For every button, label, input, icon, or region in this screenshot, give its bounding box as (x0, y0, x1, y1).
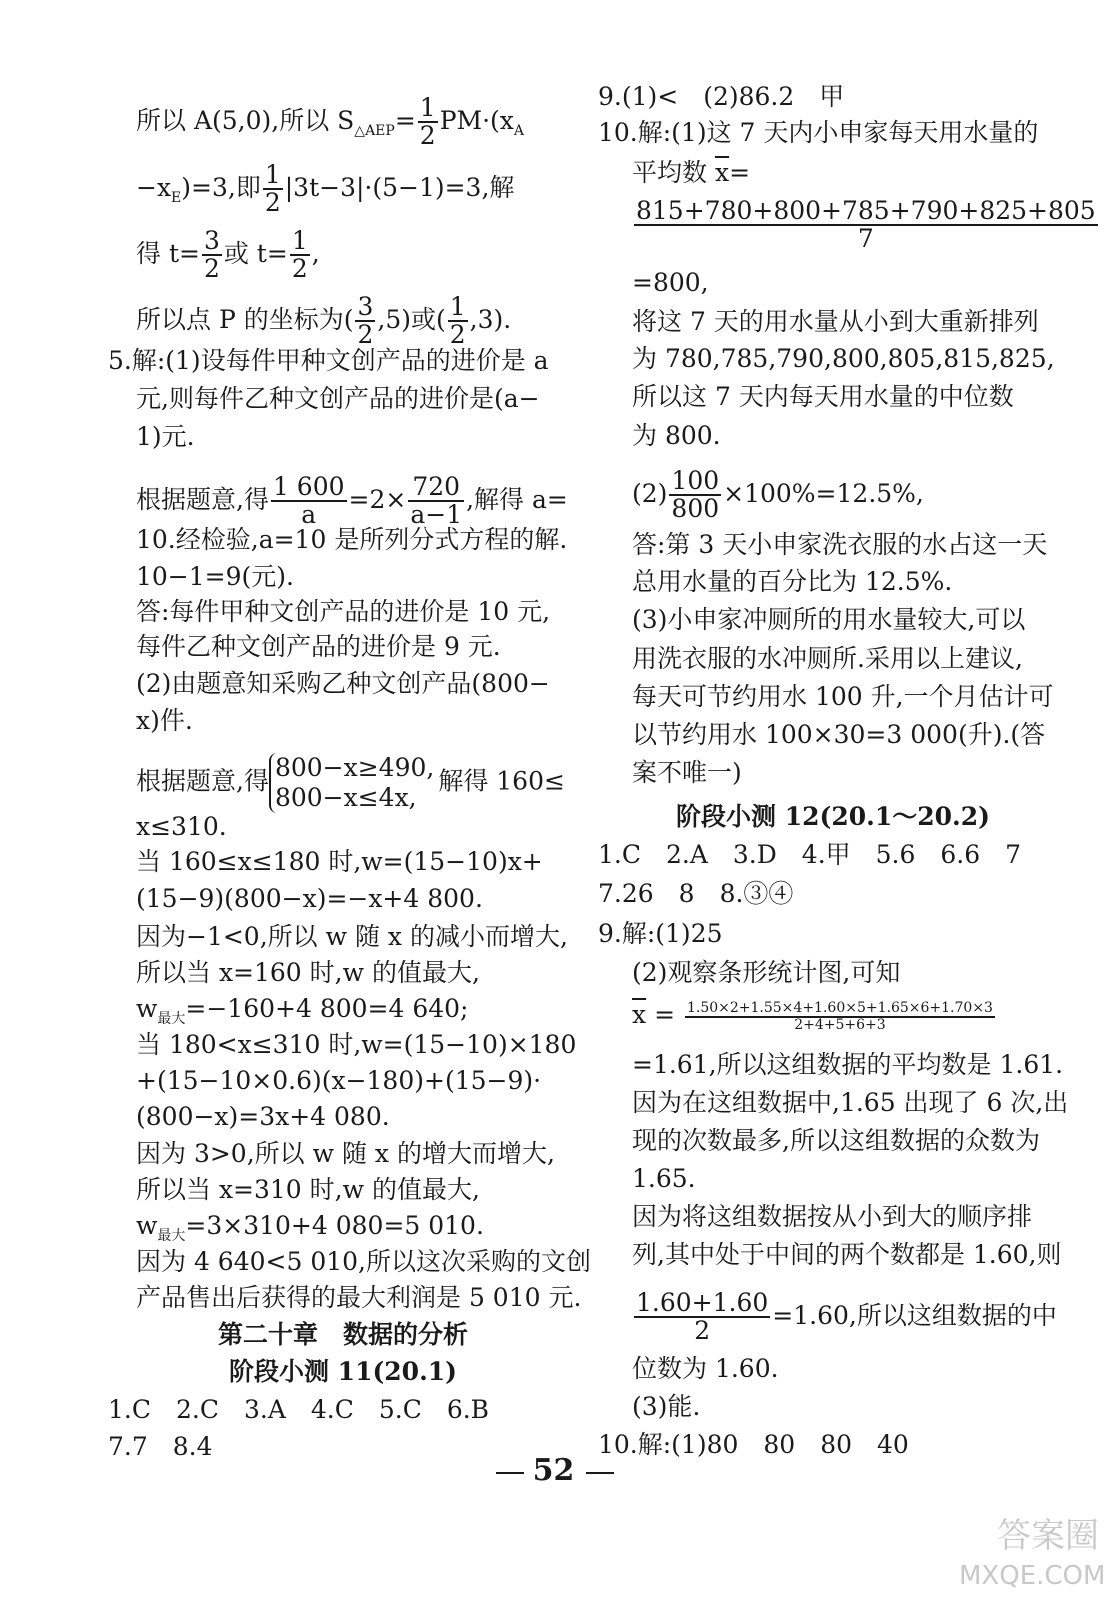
text-line: 位数为 1.60. (632, 1354, 779, 1383)
fraction: $\frac{1}{2}$ (291, 226, 308, 284)
text-line: 所以点 P 的坐标为( $\frac{3}{2}$ ,5)或( $\frac{1}{2}$ ,3). (136, 292, 512, 350)
page-number: 52 (532, 1453, 575, 1488)
fraction: $\frac{720}{a-1}$ (410, 472, 463, 530)
text-line: $\overline{x}$ = $\frac{1.50\times 2+1.55\times 4+1.60\times 5+1.65\times 6+1.70\times 3}{2+4+5+6+3}$ (632, 999, 993, 1033)
question-5: 5.解:(1)设每件甲种文创产品的进价是 a (108, 346, 549, 375)
text-line: (2)由题意知采购乙种文创产品(800− (136, 669, 550, 698)
text-line: 元,则每件乙种文创产品的进价是(a− (136, 384, 540, 413)
text-line: 平均数 $\overline{x}=$ (632, 158, 751, 187)
text-line: x≤310. (136, 812, 227, 841)
text-line: 列,其中处于中间的两个数都是 1.60,则 (632, 1240, 1062, 1269)
text-line: (3)能. (632, 1392, 701, 1421)
watermark-line1: 答案圈 (997, 1516, 1099, 1556)
text-line: 根据题意,得 800−x≥490, 800−x≤4x, 解得 160≤ (136, 753, 565, 812)
text-line: 所以 A(5,0),所以 $S_{\triangle AEP}=$ $\frac{1}{2}$ $PM\cdot(x_A$ (136, 93, 525, 151)
text-line: 现的次数最多,所以这组数据的众数为 (632, 1126, 1040, 1155)
text-line (632, 198, 1100, 253)
text-line: $w_{最大}=3\times 310+4$ 080=5 010. (136, 1211, 484, 1244)
watermark (959, 1516, 1107, 1600)
question-10: 10.解:(1)80 80 80 40 (598, 1430, 909, 1459)
text-line: 10−1=9(元). (136, 562, 294, 591)
fraction: $\frac{1.50\times 2+1.55\times 4+1.60\times 5+1.65\times 6+1.70\times 3}{2+4+5+6+3}$ (686, 999, 993, 1033)
text-line: 当 180<x≤310 时,w=(15−10)×180 (136, 1030, 577, 1059)
text-line: 案不唯一) (632, 758, 742, 787)
text-line: =800, (632, 268, 709, 297)
text-line: 因为 4 640<5 010,所以这次采购的文创 (136, 1247, 591, 1276)
text-line: 因为 3>0,所以 w 随 x 的增大而增大, (136, 1139, 555, 1168)
text-line: (800−x)=3x+4 080. (136, 1102, 390, 1131)
text-line: 1.65. (632, 1164, 696, 1193)
answer-line: 7.26 8 8.③④ (598, 879, 794, 908)
text-line: x)件. (136, 706, 193, 735)
section-title: 阶段小测 11(20.1) (228, 1357, 458, 1386)
text-line: (2)观察条形统计图,可知 (632, 958, 901, 987)
text-line: 每件乙种文创产品的进价是 9 元. (136, 632, 501, 661)
text-line: 所以当 x=160 时,w 的值最大, (136, 958, 480, 987)
text-line: 用洗衣服的水冲厕所.采用以上建议, (632, 644, 1023, 673)
section-title: 阶段小测 12(20.1～20.2) (676, 802, 990, 831)
fraction: $\frac{1}{2}$ (449, 292, 466, 350)
text-line: 因为−1<0,所以 w 随 x 的减小而增大, (136, 922, 568, 951)
text-line: (15−9)(800−x)=−x+4 800. (136, 884, 483, 913)
text-line: 产品售出后获得的最大利润是 5 010 元. (136, 1283, 582, 1312)
watermark-line2: MXQE.COM (959, 1561, 1106, 1591)
text-line: 答:第 3 天小申家洗衣服的水占这一天 (632, 530, 1048, 559)
fraction: $\frac{815+780+800+785+790+825+805}{7}$ (636, 196, 1096, 254)
text-line: $-x_E)=3$,即 $\frac{1}{2}$ |3t−3|·(5−1)=3,解 (136, 160, 515, 218)
text-line: (2) $\frac{100}{800}$ ×100%=12.5%, (632, 466, 924, 524)
fraction: $\frac{1}{2}$ (419, 93, 436, 151)
answer-line: 1.C 2.A 3.D 4.甲 5.6 6.6 7 (598, 840, 1022, 869)
text-line: $w_{最大}=-160+4$ 800=4 640; (136, 994, 469, 1027)
question-9: 9.解:(1)25 (598, 919, 723, 948)
text-line: +(15−10×0.6)(x−180)+(15−9)· (136, 1066, 542, 1095)
text-line: 因为将这组数据按从小到大的顺序排 (632, 1202, 1033, 1231)
fraction: $\frac{100}{800}$ (671, 466, 720, 524)
fraction: $\frac{3}{2}$ (357, 292, 374, 350)
text-line: 将这 7 天的用水量从小到大重新排列 (632, 307, 1039, 336)
text-line: 每天可节约用水 100 升,一个月估计可 (632, 682, 1054, 711)
answer-line: 1.C 2.C 3.A 4.C 5.C 6.B (108, 1395, 490, 1424)
text-line: $\frac{1.60+1.60}{2}$ =1.60,所以这组数据的中 (636, 1288, 1057, 1346)
text-line: 1)元. (136, 422, 195, 451)
fraction: $\frac{1 600}{a}$ (272, 472, 345, 530)
text-line: 答:每件甲种文创产品的进价是 10 元, (136, 597, 551, 626)
text-line: 因为在这组数据中,1.65 出现了 6 次,出 (632, 1088, 1069, 1117)
text-line: 得 t= $\frac{3}{2}$ 或 t= $\frac{1}{2}$ , (136, 226, 320, 284)
page-number-dash-right (586, 1472, 614, 1474)
chapter-title: 第二十章 数据的分析 (217, 1320, 468, 1349)
fraction: $\frac{1}{2}$ (264, 160, 281, 218)
fraction: $\frac{3}{2}$ (203, 226, 220, 284)
inequality-system: 800−x≥490, 800−x≤4x, (269, 753, 438, 813)
text-line: 当 160≤x≤180 时,w=(15−10)x+ (136, 847, 543, 876)
text-line: 总用水量的百分比为 12.5%. (632, 567, 953, 596)
text-line: (3)小申家冲厕所的用水量较大,可以 (632, 605, 1026, 634)
answer-line: 7.7 8.4 (108, 1432, 213, 1461)
text-line: 所以当 x=310 时,w 的值最大, (136, 1175, 480, 1204)
text-line: 为 780,785,790,800,805,815,825, (632, 344, 1055, 373)
text-line: 为 800. (632, 421, 721, 450)
question-10: 10.解:(1)这 7 天内小申家每天用水量的 (598, 118, 1039, 147)
text-line: =1.61,所以这组数据的平均数是 1.61. (632, 1050, 1064, 1079)
fraction: $\frac{1.60+1.60}{2}$ (636, 1288, 769, 1346)
text-line: 所以这 7 天内每天用水量的中位数 (632, 382, 1014, 411)
text-line: 以节约用水 100×30=3 000(升).(答 (632, 720, 1046, 749)
answer-line: 9.(1)< (2)86.2 甲 (598, 82, 845, 111)
text-line: 10.经检验,a=10 是所列分式方程的解. (136, 525, 568, 554)
text-line: 根据题意,得 $\frac{1 600}{a}$ =2× $\frac{720}{a-1}$ ,解得 a= (136, 472, 568, 530)
